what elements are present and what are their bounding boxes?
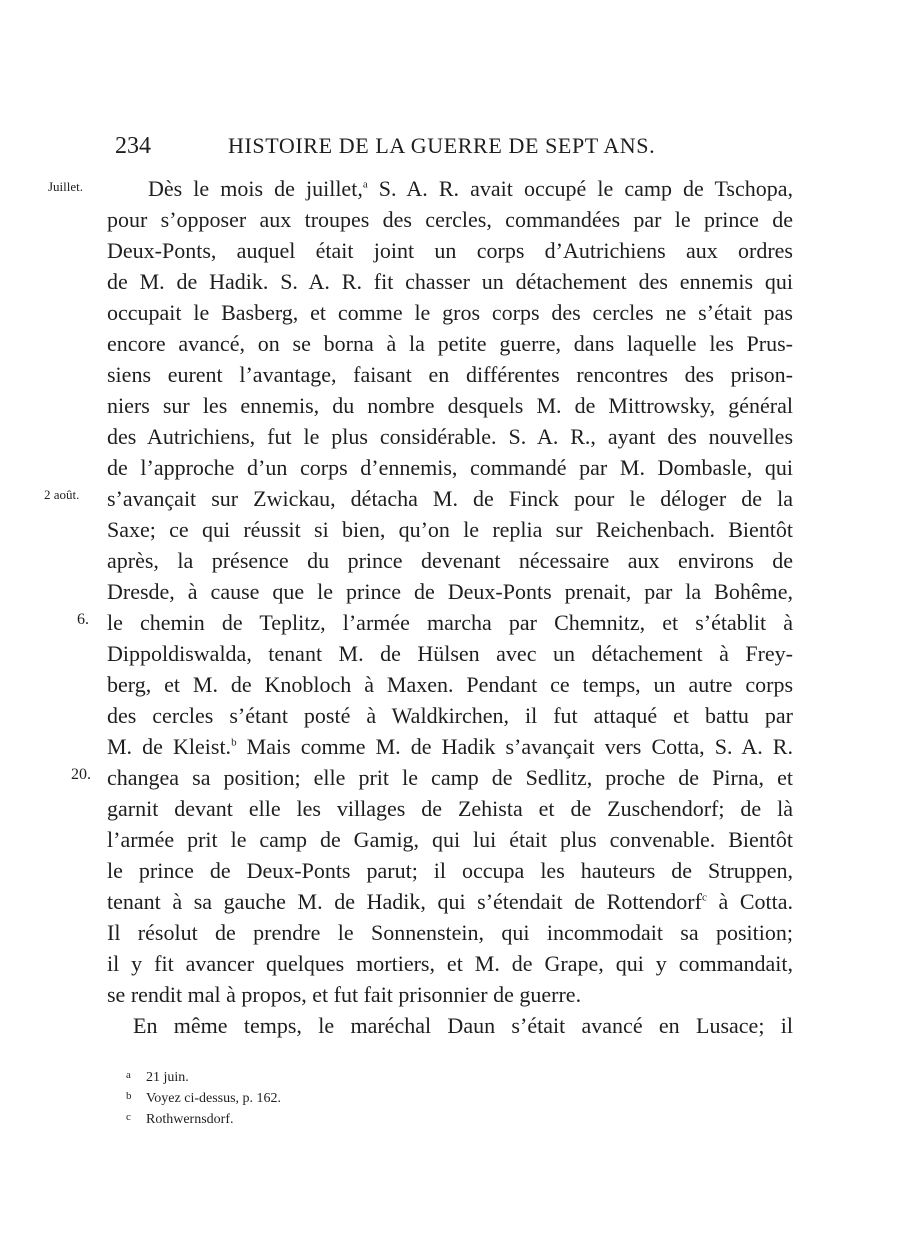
text-line: pour s’opposer aux troupes des cercles, commandées par le prince de: [107, 207, 793, 232]
text-line: des cercles s’étant posté à Waldkirchen, il fut attaqué et battu par: [107, 703, 793, 728]
footnote-mark: a: [126, 1069, 131, 1081]
text-line: Saxe; ce qui réussit si bien, qu’on le replia sur Reichenbach. Bientôt: [107, 517, 793, 542]
footnote-ref-c[interactable]: c: [701, 891, 707, 904]
footnote-text: 21 juin.: [146, 1070, 189, 1085]
margin-note-2-aout: 2 août.: [44, 487, 80, 502]
footnote-text: Rothwernsdorf.: [146, 1112, 234, 1127]
running-title: HISTOIRE DE LA GUERRE DE SEPT ANS.: [228, 133, 656, 158]
text-line: garnit devant elle les villages de Zehista et de Zuschendorf; de là: [107, 796, 793, 821]
margin-note-juillet: Juillet.: [48, 179, 84, 194]
text-line: niers sur les ennemis, du nombre desquels M. de Mittrowsky, général: [107, 393, 793, 418]
footnote-ref-b[interactable]: b: [231, 736, 237, 749]
text-line: Dès le mois de juillet,$^a$ S. A. R. avait occupé le camp de Tschopa,: [148, 176, 794, 201]
text-line: se rendit mal à propos, et fut fait prisonnier de guerre.: [107, 982, 582, 1007]
margin-note-20: 20.: [71, 766, 91, 783]
text-line: des Autrichiens, fut le plus considérable. S. A. R., ayant des nouvelles: [107, 424, 793, 449]
text-line: il y fit avancer quelques mortiers, et M. de Grape, qui y commandait,: [107, 951, 793, 976]
footnote-ref-a[interactable]: a: [362, 178, 368, 191]
footnote-text: Voyez ci-dessus, p. 162.: [146, 1091, 282, 1106]
footnote-mark: b: [126, 1090, 132, 1102]
page-header: [115, 133, 695, 163]
text-line: de M. de Hadik. S. A. R. fit chasser un détachement des ennemis qui: [107, 269, 793, 294]
text-line: tenant à sa gauche M. de Hadik, qui s’étendait de Rottendorf$^c$ à Cotta.: [107, 889, 793, 914]
text-line: Il résolut de prendre le Sonnenstein, qui incommodait sa position;: [107, 920, 793, 945]
footnote-b: [126, 1087, 281, 1108]
text-line: Dippoldiswalda, tenant M. de Hülsen avec un détachement à Frey-: [107, 641, 793, 666]
text-line: En même temps, le maréchal Daun s’était avancé en Lusace; il: [133, 1013, 793, 1038]
text-line: Deux-Ponts, auquel était joint un corps d’Autrichiens aux ordres: [107, 238, 793, 263]
text-line: occupait le Basberg, et comme le gros corps des cercles ne s’était pas: [107, 300, 793, 325]
footnote-c: [126, 1108, 234, 1129]
text-line: siens eurent l’avantage, faisant en différentes rencontres des prison-: [107, 362, 793, 387]
text-line: de l’approche d’un corps d’ennemis, commandé par M. Dombasle, qui: [107, 455, 793, 480]
text-line: Dresde, à cause que le prince de Deux-Ponts prenait, par la Bohême,: [107, 579, 793, 604]
footnote-a: [126, 1066, 189, 1087]
page-number: 234: [115, 133, 151, 159]
text-line: après, la présence du prince devenant nécessaire aux environs de: [107, 548, 793, 573]
footnote-mark: c: [126, 1111, 131, 1123]
text-line: le prince de Deux-Ponts parut; il occupa les hauteurs de Struppen,: [107, 858, 793, 883]
text-line: l’armée prit le camp de Gamig, qui lui était plus convenable. Bientôt: [107, 827, 793, 852]
text-line: changea sa position; elle prit le camp de Sedlitz, proche de Pirna, et: [107, 765, 793, 790]
text-line: encore avancé, on se borna à la petite guerre, dans laquelle les Prus-: [107, 331, 793, 356]
margin-note-6: 6.: [77, 611, 89, 628]
text-line: M. de Kleist.$^b$ Mais comme M. de Hadik s’avançait vers Cotta, S. A. R.: [107, 734, 793, 759]
text-line: le chemin de Teplitz, l’armée marcha par Chemnitz, et s’établit à: [107, 610, 793, 635]
text-line: s’avançait sur Zwickau, détacha M. de Finck pour le déloger de la: [107, 486, 793, 511]
text-line: berg, et M. de Knobloch à Maxen. Pendant ce temps, un autre corps: [107, 672, 793, 697]
